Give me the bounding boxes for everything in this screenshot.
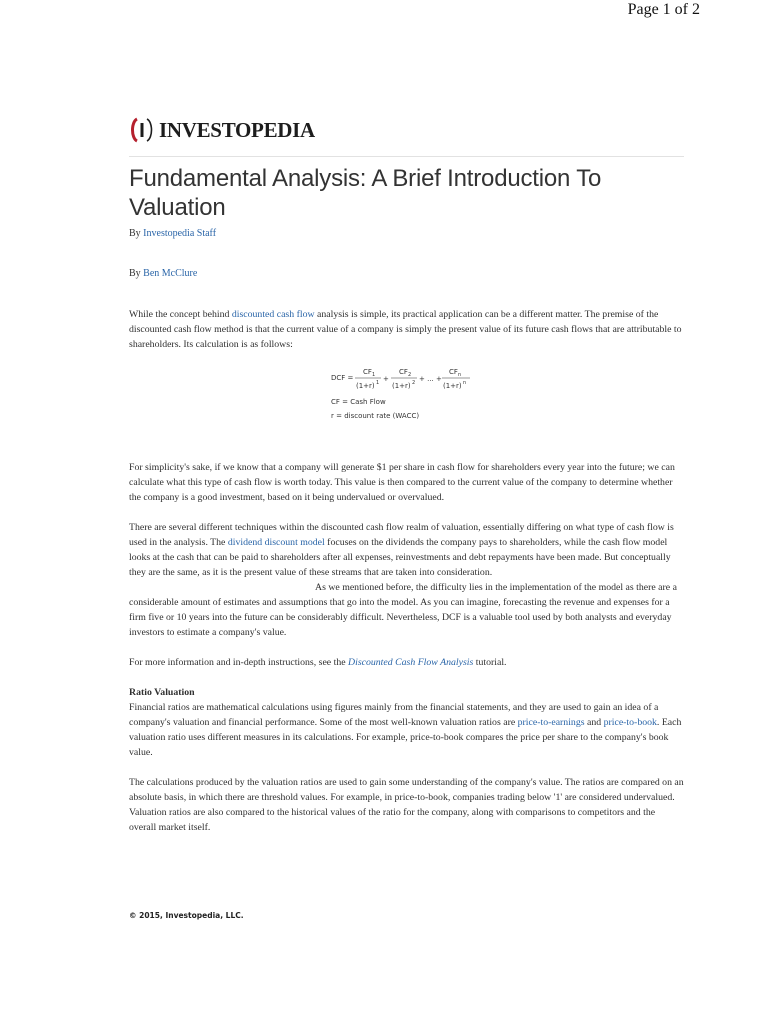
formula-den2: (1+r) (392, 382, 411, 390)
author-link-investopedia-staff[interactable]: Investopedia Staff (143, 228, 217, 239)
formula-den1: (1+r) (356, 382, 375, 390)
dcf-formula (129, 352, 684, 460)
formula-denn: (1+r) (443, 382, 462, 390)
author-link-ben-mcclure[interactable]: Ben McClure (143, 268, 198, 279)
text-span: For more information and in-depth instructions, see the (129, 657, 349, 668)
formula-plus: + (383, 375, 389, 383)
formula-cf1-sub: 1 (372, 372, 376, 378)
byline-secondary (129, 267, 684, 281)
paragraph-more-info (129, 655, 684, 670)
text-span: and (584, 717, 604, 728)
text-span: Financial ratios are mathematical calculations using figures mainly from the financial statements, and they are used to gain an idea of a company's valuation and financial performance. Some of the most well-known valuation ratios are (129, 702, 659, 728)
header-divider (129, 156, 684, 157)
link-price-to-book[interactable]: price-to-book (603, 717, 657, 728)
formula-cfn-sub: n (458, 372, 462, 378)
text-span: tutorial. (473, 657, 507, 668)
paragraph-intro (129, 307, 684, 352)
text-span: focuses on the dividends the company pays to shareholders, while the cash flow model looks at the cash that can be paid to shareholders after all expenses, reinvestments and debt repayments have been made. But conceptually they are the same, as it is the present value of these streams that are taken into consideration. (129, 537, 671, 578)
formula-cf2: CF (399, 368, 408, 376)
formula-def-r: r = discount rate (WACC) (331, 412, 420, 420)
article-body (129, 164, 684, 835)
investopedia-logo[interactable] (129, 116, 315, 144)
byline2-prefix: By (129, 268, 141, 279)
formula-den2-sup: 2 (412, 380, 416, 386)
link-price-to-earnings[interactable]: price-to-earnings (517, 717, 585, 728)
paragraph-techniques (129, 520, 684, 640)
formula-den1-sup: 1 (376, 380, 380, 386)
formula-cf1: CF (363, 368, 372, 376)
formula-cf2-sub: 2 (408, 372, 412, 378)
text-span: analysis is simple, its practical application can be a different matter. The premise of the discounted cash flow method is that the current value of a company is simply the present value of its future cash flows that are attributable to shareholders. Its calculation is as follows: (129, 309, 682, 350)
section-heading-ratio-valuation: Ratio Valuation (129, 687, 195, 698)
link-dcf-analysis-tutorial[interactable]: Discounted Cash Flow Analysis (348, 657, 474, 668)
paragraph-ratios (129, 700, 684, 760)
text-span: While the concept behind (129, 309, 232, 320)
text-span: There are several different techniques within the discounted cash flow realm of valuation, essentially differing on what type of cash flow is used in the analysis. The (129, 522, 674, 548)
article-title: Fundamental Analysis: A Brief Introduction To Valuation (129, 165, 602, 221)
page-number: Page 1 of 2 (627, 1, 700, 18)
copyright-footer: © 2015, Investopedia, LLC. (129, 911, 244, 920)
link-dividend-discount-model[interactable]: dividend discount model (227, 537, 325, 548)
text-span: . Each valuation ratio uses different measures in its calculations. For example, price-to-book compares the price per share to the company's book value. (129, 717, 682, 758)
byline-prefix: By (129, 228, 141, 239)
paragraph-simplicity: For simplicity's sake, if we know that a company will generate $1 per share in cash flow for shareholders every year into the future; we can calculate what this type of cash flow is worth today. This value is then compared to the current value of the company to determine whether the company is a good investment, based on it being undervalued or overvalued. (129, 462, 675, 503)
formula-ellipsis: + ... + (419, 375, 442, 383)
dcf-formula-image (329, 362, 489, 432)
link-discounted-cash-flow[interactable]: discounted cash flow (231, 309, 315, 320)
logo-wordmark: INVESTOPEDIA (159, 117, 315, 142)
formula-cfn: CF (449, 368, 458, 376)
paragraph-calculations: The calculations produced by the valuation ratios are used to gain some understanding of the company's value. The ratios are compared on an absolute basis, in which there are threshold values. For example, in price-to-book, companies trading below '1' are considered undervalued. Valuation ratios are also compared to the historical values of the ratio for the company, along with comparisons to competitors and the overall market itself. (129, 777, 684, 833)
text-span: As we mentioned before, the difficulty lies in the implementation of the model as there are a considerable amount of estimates and assumptions that go into the model. As you can imagine, forecasting the revenue and expenses for a firm five or 10 years into the future can be considerably difficult. Nevertheless, DCF is a valuable tool used by both analysts and everyday investors to estimate a company's value. (129, 582, 677, 638)
formula-def-cf: CF = Cash Flow (331, 398, 386, 406)
byline (129, 227, 684, 241)
formula-lhs: DCF = (331, 374, 354, 382)
investopedia-logo-icon (129, 117, 155, 143)
formula-denn-sup: n (463, 380, 467, 386)
